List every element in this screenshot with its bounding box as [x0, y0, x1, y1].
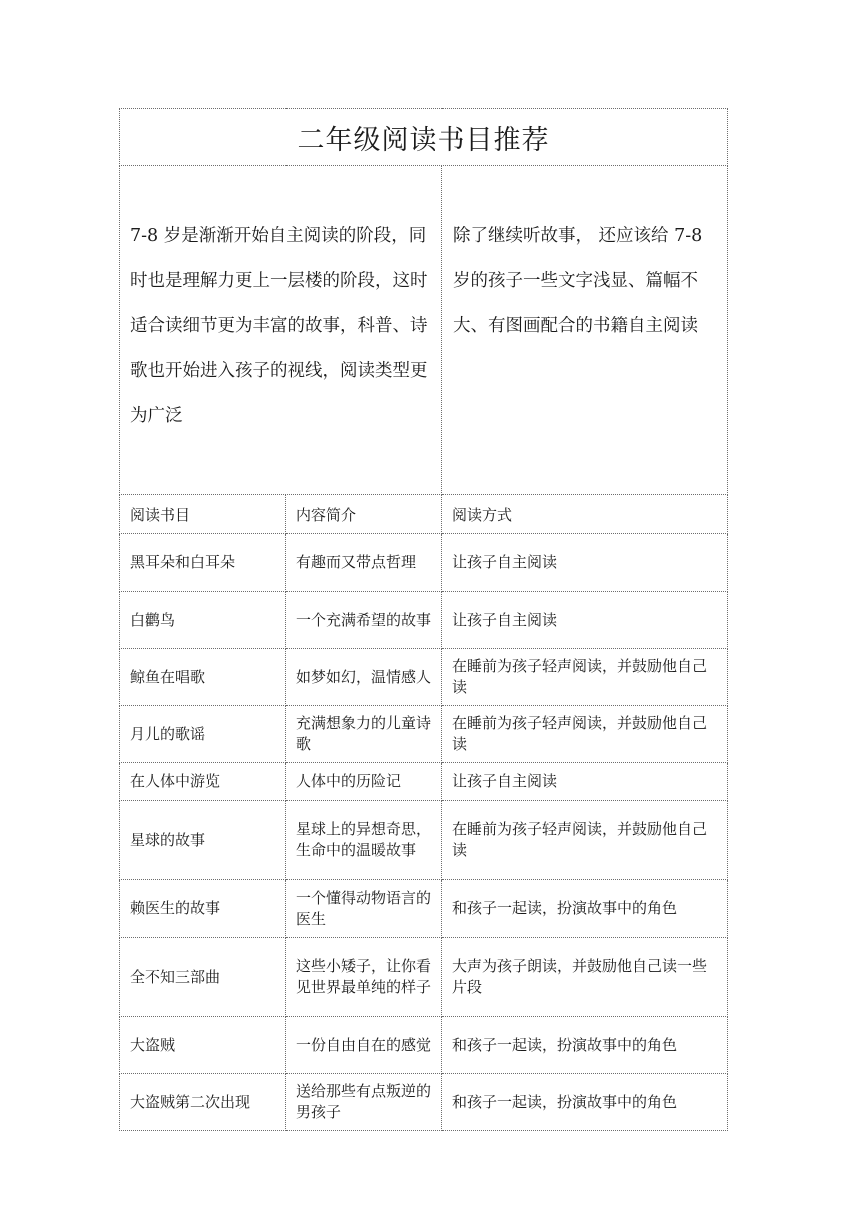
reading-method: 和孩子一起读，扮演故事中的角色 — [442, 1017, 728, 1074]
table-row — [120, 706, 728, 763]
reading-method: 和孩子一起读，扮演故事中的角色 — [442, 880, 728, 938]
reading-method: 大声为孩子朗读，并鼓励他自己读一些片段 — [442, 938, 728, 1017]
book-summary: 如梦如幻，温情感人 — [286, 649, 442, 706]
book-title: 大盗贼 — [120, 1017, 286, 1074]
header-method: 阅读方式 — [442, 495, 728, 534]
intro-row — [120, 166, 728, 495]
table-row — [120, 801, 728, 880]
document-title: 二年级阅读书目推荐 — [120, 109, 728, 166]
document-page — [119, 108, 727, 1131]
reading-method: 在睡前为孩子轻声阅读，并鼓励他自己读 — [442, 706, 728, 763]
book-title: 赖医生的故事 — [120, 880, 286, 938]
book-summary: 一份自由自在的感觉 — [286, 1017, 442, 1074]
book-summary: 有趣而又带点哲理 — [286, 534, 442, 592]
reading-method: 在睡前为孩子轻声阅读，并鼓励他自己读 — [442, 801, 728, 880]
book-summary: 这些小矮子，让你看见世界最单纯的样子 — [286, 938, 442, 1017]
table-row — [120, 534, 728, 592]
table-row — [120, 649, 728, 706]
header-book: 阅读书目 — [120, 495, 286, 534]
table-row — [120, 938, 728, 1017]
book-title: 大盗贼第二次出现 — [120, 1074, 286, 1131]
book-title: 在人体中游览 — [120, 763, 286, 801]
intro-left-text: 7-8 岁是渐渐开始自主阅读的阶段，同时也是理解力更上一层楼的阶段，这时适合读细节更为丰富的故事，科普、诗歌也开始进入孩子的视线，阅读类型更为广泛 — [120, 166, 442, 495]
book-summary: 一个充满希望的故事 — [286, 592, 442, 649]
table-row — [120, 763, 728, 801]
reading-method: 让孩子自主阅读 — [442, 763, 728, 801]
book-title: 星球的故事 — [120, 801, 286, 880]
reading-method: 和孩子一起读，扮演故事中的角色 — [442, 1074, 728, 1131]
reading-method: 让孩子自主阅读 — [442, 534, 728, 592]
table-header-row — [120, 495, 728, 534]
book-summary: 人体中的历险记 — [286, 763, 442, 801]
book-summary: 充满想象力的儿童诗歌 — [286, 706, 442, 763]
book-title: 黑耳朵和白耳朵 — [120, 534, 286, 592]
reading-method: 让孩子自主阅读 — [442, 592, 728, 649]
book-summary: 送给那些有点叛逆的男孩子 — [286, 1074, 442, 1131]
book-title: 全不知三部曲 — [120, 938, 286, 1017]
intro-right-text: 除了继续听故事， 还应该给 7-8 岁的孩子一些文字浅显、篇幅不大、有图画配合的书籍自主阅读 — [442, 166, 728, 495]
reading-method: 在睡前为孩子轻声阅读，并鼓励他自己读 — [442, 649, 728, 706]
reading-list-table — [119, 108, 728, 1131]
table-row — [120, 1074, 728, 1131]
table-row — [120, 880, 728, 938]
header-summary: 内容简介 — [286, 495, 442, 534]
book-title: 月儿的歌谣 — [120, 706, 286, 763]
book-summary: 一个懂得动物语言的医生 — [286, 880, 442, 938]
title-row — [120, 109, 728, 166]
table-row — [120, 1017, 728, 1074]
book-title: 白鹳鸟 — [120, 592, 286, 649]
book-title: 鲸鱼在唱歌 — [120, 649, 286, 706]
table-row — [120, 592, 728, 649]
book-summary: 星球上的异想奇思，生命中的温暖故事 — [286, 801, 442, 880]
